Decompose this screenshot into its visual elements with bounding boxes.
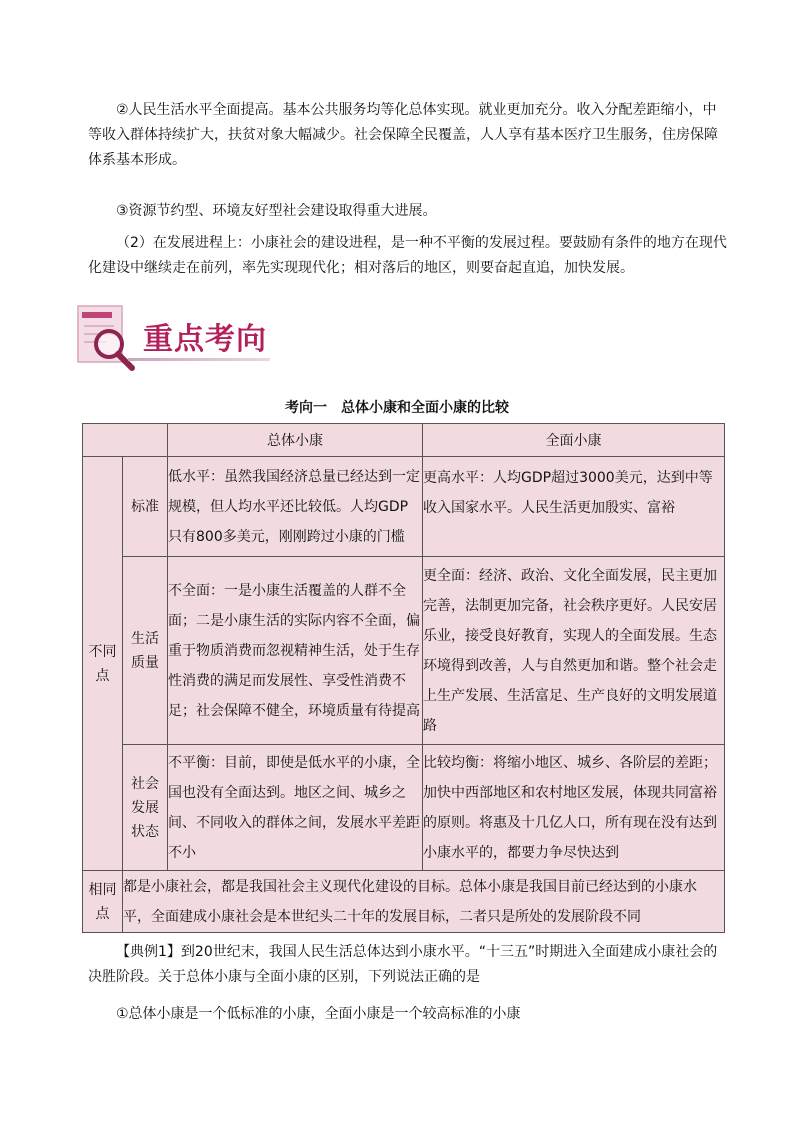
table-row	[83, 457, 725, 557]
row-label-social-development: 社会发展状态	[123, 745, 168, 871]
table-row	[83, 557, 725, 745]
life-quality-comprehensive-cell: 更全面：经济、政治、文化全面发展，民主更加完善，法制更加完备，社会秩序更好。人民安居乐业，接受良好教育，实现人的全面发展。生态环境得到改善，人与自然更加和谐。整个社会走上生产发展、生活富足、生产良好的文明发展道路	[423, 557, 725, 745]
differences-label: 不同点	[83, 457, 123, 871]
header-empty-cell	[83, 424, 168, 457]
table-title: 考向一 总体小康和全面小康的比较	[285, 400, 509, 416]
paragraph-living-standard: ②人民生活水平全面提高。基本公共服务均等化总体实现。就业更加充分。收入分配差距缩小，中等收入群体持续扩大，扶贫对象大幅减少。社会保障全民覆盖，人人享有基本医疗卫生服务，住房保障体系基本形成。	[88, 102, 718, 168]
row-label-life-quality: 生活质量	[123, 557, 168, 745]
paragraph-resource-saving: ③资源节约型、环境友好型社会建设取得重大进展。	[116, 203, 437, 219]
example-option-1: ①总体小康是一个低标准的小康，全面小康是一个较高标准的小康	[116, 1006, 521, 1022]
banner-divider	[128, 358, 270, 361]
standard-overall-cell: 低水平：虽然我国经济总量已经达到一定规模，但人均水平还比较低。人均GDP只有800多美元，刚刚跨过小康的门槛	[168, 457, 423, 557]
similarities-label: 相同点	[83, 871, 123, 933]
comparison-table	[82, 423, 725, 933]
row-label-standard: 标准	[123, 457, 168, 557]
table-row	[83, 871, 725, 933]
header-comprehensive-xiaokang: 全面小康	[423, 424, 725, 457]
life-quality-overall-cell: 不全面：一是小康生活覆盖的人群不全面；二是小康生活的实际内容不全面，偏重于物质消费而忽视精神生活，处于生存性消费的满足而发展性、享受性消费不足；社会保障不健全，环境质量有待提高	[168, 557, 423, 745]
header-overall-xiaokang: 总体小康	[168, 424, 423, 457]
table-row	[83, 745, 725, 871]
similarities-cell: 都是小康社会，都是我国社会主义现代化建设的目标。总体小康是我国目前已经达到的小康水平，全面建成小康社会是本世纪头二十年的发展目标，二者只是所处的发展阶段不同	[123, 871, 725, 933]
section-banner-title: 重点考向	[143, 322, 267, 357]
example-question: 【典例1】到20世纪末，我国人民生活总体达到小康水平。“十三五”时期进入全面建成小康社会的决胜阶段。关于总体小康与全面小康的区别，下列说法正确的是	[88, 944, 718, 985]
social-development-comprehensive-cell: 比较均衡：将缩小地区、城乡、各阶层的差距；加快中西部地区和农村地区发展，体现共同富裕的原则。将惠及十几亿人口，所有现在没有达到小康水平的，都要力争尽快达到	[423, 745, 725, 871]
table-header-row	[83, 424, 725, 457]
standard-comprehensive-cell: 更高水平：人均GDP超过3000美元，达到中等收入国家水平。人民生活更加殷实、富裕	[423, 457, 725, 557]
social-development-overall-cell: 不平衡：目前，即使是低水平的小康，全国也没有全面达到。地区之间、城乡之间、不同收入的群体之间，发展水平差距不小	[168, 745, 423, 871]
paragraph-development-process: （2）在发展进程上：小康社会的建设进程，是一种不平衡的发展过程。要鼓励有条件的地方在现代化建设中继续走在前列，率先实现现代化；相对落后的地区，则要奋起直追，加快发展。	[88, 235, 727, 276]
